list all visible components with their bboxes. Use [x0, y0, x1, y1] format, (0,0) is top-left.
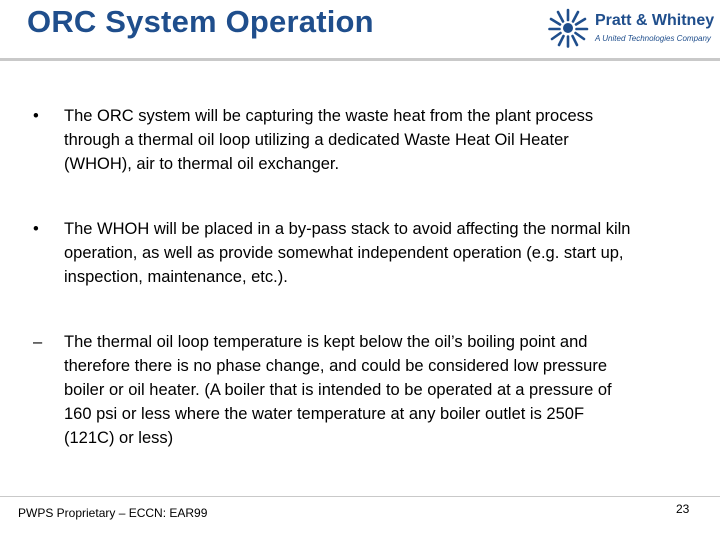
footer-label: PWPS Proprietary – ECCN: EAR99	[18, 506, 208, 520]
bullet-marker: •	[33, 107, 39, 125]
bullet-marker: •	[33, 220, 39, 238]
eagle-emblem-icon	[548, 8, 592, 48]
company-logo	[548, 8, 713, 48]
dash-marker: –	[33, 333, 43, 351]
logo-wordmark: Pratt & Whitney	[595, 12, 715, 29]
sub-bullet-text: The thermal oil loop temperature is kept below the oil’s boiling point and therefore there is no phase change, and could be considered low pressure boiler or oil heater. (A boiler that is intended to be operated at a pressure of 160 psi or less where the water temperature at any boiler outlet is 250F (121C) or less)	[64, 333, 612, 447]
bullet-text: The WHOH will be placed in a by-pass stack to avoid affecting the normal kiln operation, as well as provide somewhat independent operation (e.g. start up, inspection, maintenance, etc.).	[64, 220, 631, 286]
page-number: 23	[676, 502, 690, 516]
slide-title: ORC System Operation	[27, 4, 374, 39]
logo-tagline: A United Technologies Company	[595, 34, 711, 43]
footer-divider	[0, 496, 720, 497]
bullet-text: The ORC system will be capturing the waste heat from the plant process through a thermal oil loop utilizing a dedicated Waste Heat Oil Heater (WHOH), air to thermal oil exchanger.	[64, 107, 594, 173]
title-divider	[0, 58, 720, 61]
